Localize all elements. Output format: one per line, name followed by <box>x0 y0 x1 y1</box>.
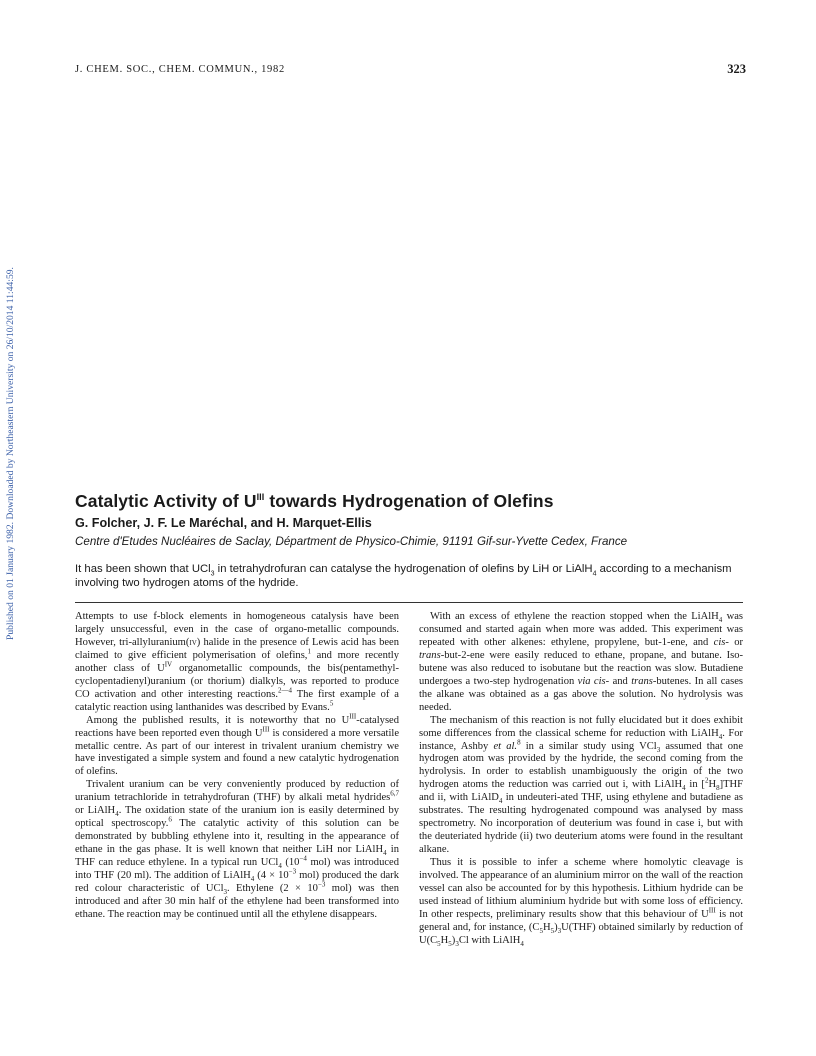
page-number: 323 <box>727 62 746 76</box>
abstract: It has been shown that UCl$_3$ in tetrahydrofuran can catalyse the hydrogenation of olefins by LiH or LiAlH$_4$ according to a mechanism involving two hydrogen atoms of the hydride. <box>75 563 732 589</box>
article-title: Catalytic Activity of $U^{III}$ towards Hydrogenation of Olefins <box>75 491 554 511</box>
paragraph: Thus it is possible to infer a scheme where homolytic cleavage is involved. The appearance of an aluminium mirror on the wall of the reaction vessel can also be accounted for by this hypothesis. Lithium hydride can be used instead of lithium aluminium hydride but with some loss of efficiency. In other respects, preliminary results show that this behaviour of $U^{III}$ is not general and, for instance, $(C_5H_5)_3U(THF)$ obtained similarly by reduction of $U(C_5H_5)_3Cl$ with LiAlH$_4$ <box>419 857 743 948</box>
article-authors: G. Folcher, J. F. Le Maréchal, and H. Marquet-Ellis <box>75 516 372 530</box>
paragraph: Trivalent uranium can be very conveniently produced by reduction of uranium tetrachloride in tetrahydrofuran (THF) by alkali metal hydrides$^{6,7}$ or LiAlH$_4$. The oxidation state of the uranium ion is easily determined by optical spectroscopy.$^6$ The catalytic activity of this solution can be demonstrated by bubbling ethylene into it, resulting in the appearance of ethane in the gas phase. It is well known that neither LiH nor LiAlH$_4$ in THF can reduce ethylene. In a typical run UCl$_4$ ($10^{-4}$ mol) was introduced into THF (20 ml). The addition of LiAlH$_4$ ($4 \times 10^{-3}$ mol) produced the dark red colour characteristic of UCl$_3$. Ethylene ($2 \times 10^{-3}$ mol) was then introduced and after 30 min half of the ethylene had been transformed into ethane. The reaction may be continued until all the ethylene disappears. <box>75 779 400 920</box>
article-affiliation: Centre d'Etudes Nucléaires de Saclay, Départment de Physico-Chimie, 91191 Gif-sur-Yvette Cedex, France <box>75 535 628 548</box>
download-watermark: Published on 01 January 1982. Downloaded by Northeastern University on 26/10/2014 11:44:59. <box>5 267 16 640</box>
body-column-right <box>419 611 743 948</box>
paragraph: The mechanism of this reaction is not fully elucidated but it does exhibit some differences from the classical scheme for reduction with LiAlH$_4$. For instance, Ashby et al.$^8$ in a similar study using VCl$_3$ assumed that one hydrogen atom was provided by the hydride, the second coming from the hydrolysis. In order to establish unambiguously the origin of the two hydrogen atoms the reduction was carried out i, with LiAlH$_4$ in $[^2H_8]THF$ and ii, with LiAlD$_4$ in undeuteri-ated THF, using ethylene and butadiene as substrates. The resulting hydrogenated compound was analysed by mass spectrometry. No incorporation of deuterium was found in case i, but with the deuteriated hydride (ii) two deuterium atoms were found in the resultant alkane. <box>419 714 743 856</box>
abstract-divider <box>75 602 743 603</box>
body-column-left <box>75 611 399 922</box>
journal-header: J. CHEM. SOC., CHEM. COMMUN., 1982 <box>75 64 285 75</box>
paragraph: Among the published results, it is noteworthy that no $U^{III}$-catalysed reactions have been reported even though $U^{III}$ is considered a more versatile metallic centre. As part of our interest in trivalent uranium chemistry we have investigated a simple system and found a new catalytic hydrogenation of olefins. <box>75 712 399 778</box>
paragraph: Attempts to use f-block elements in homogeneous catalysis have been largely unsuccessful, even in the case of organo-metallic compounds. However, tri-allyluranium(iv) halide in the presence of Lewis acid has been claimed to give efficient polymerisation of olefins,$^1$ and more recently another class of $U^{IV}$ organometallic compounds, the bis(pentamethyl-cyclopentadienyl)uranium (or thorium) dialkyls, was reported to produce CO activation and other interesting reactions.$^{2—4}$ The first example of a catalytic reaction using lanthanides was described by Evans.$^5$ <box>75 611 399 713</box>
paragraph: With an excess of ethylene the reaction stopped when the LiAlH$_4$ was consumed and started again when more was added. This experiment was repeated with other alkenes: ethylene, propylene, but-1-ene, and cis- or trans-but-2-ene were easily reduced to ethane, propane, and butane. Iso-butene was also reduced to isobutane but the reaction was slow. Butadiene undergoes a two-step hydrogenation via cis- and trans-butenes. In all cases the alkane was obtained as a gas above the solution. No hydrolysis was needed. <box>419 611 744 713</box>
